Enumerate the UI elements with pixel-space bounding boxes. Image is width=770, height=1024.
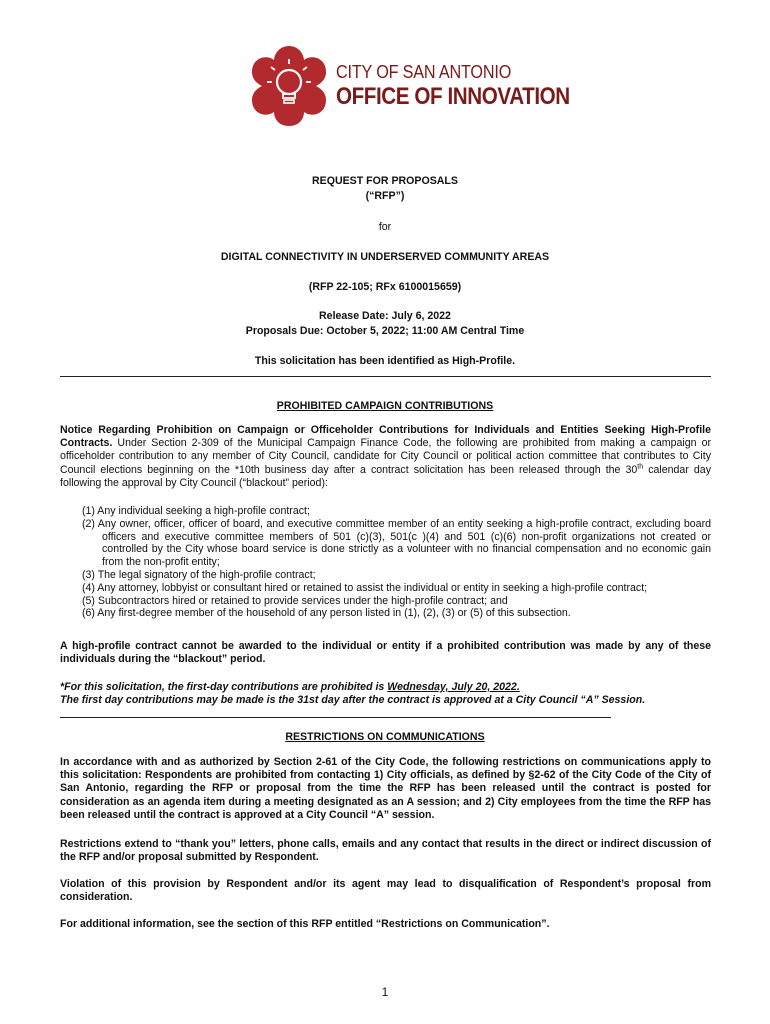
first-day-note: The first day contributions may be made is the 31st day after the contract is approved at a City Council “A” Session.: [60, 694, 646, 707]
restrictions-paragraph-2: Restrictions extend to “thank you” letters, phone calls, emails and any contact that results in the direct or indirect discussion of the RFP and/or proposal submitted by Respondent.: [60, 838, 711, 864]
list-item: (2) Any owner, officer, officer of board, and executive committee member of an entity seeking a high-profile contract, excluding board officers and executive committee members of 501 (c)(3), 501(c )(4) and 501 (c)(6) non-profit organizations not created or controlled by the City whose board service is done strictly as a volunteer with no financial compensation and no economic gain from the non-profit entity;: [82, 517, 711, 569]
list-item: (1) Any individual seeking a high-profile contract;: [82, 505, 310, 517]
page-number: 1: [381, 985, 389, 999]
rfp-number: (RFP 22-105; RFx 6100015659): [308, 281, 462, 293]
divider: [60, 376, 711, 377]
list-item: (5) Subcontractors hired or retained to provide services under the high-profile contract; and: [82, 594, 508, 607]
notice-bold: Notice Regarding Prohibition on Campaign or Officeholder Contributions for Individuals and Entities Seeking High-Profile Contracts.: [60, 424, 711, 450]
list-item: (3) The legal signatory of the high-profile contract;: [82, 568, 316, 581]
title-line1: REQUEST FOR PROPOSALS: [312, 175, 458, 187]
lightbulb-quatrefoil-icon: [242, 42, 337, 130]
restrictions-paragraph-1: In accordance with and as authorized by Section 2-61 of the City Code, the following restrictions on communications apply to this solicitation: Respondents are prohibited from contacting 1) City officials, as defined by §2-62 of the City Code of the City of San Antonio, regarding the RFP or proposal from the time the RFP has been released until the contract is posted for consideration as an agenda item during a meeting designated as an A session; and 2) City employees from the time the RFP has been released until the contract is approved at a City Council “A” session.: [60, 756, 711, 821]
logo-line2: OFFICE OF INNOVATION: [336, 83, 570, 110]
notice-paragraph: [60, 424, 711, 490]
first-day-date: Wednesday, July 20, 2022.: [387, 681, 520, 693]
first-day-pre: *For this solicitation, the first-day contributions are prohibited is: [60, 681, 388, 693]
for-text: for: [378, 221, 392, 233]
notice-sup: th: [637, 463, 644, 471]
logo-line1: CITY OF SAN ANTONIO: [336, 62, 512, 82]
proposals-due: Proposals Due: October 5, 2022; 11:00 AM Central Time: [245, 325, 525, 337]
restrictions-paragraph-4: For additional information, see the section of this RFP entitled “Restrictions on Communication”.: [60, 918, 550, 930]
title-line2: (“RFP”): [365, 190, 405, 202]
prohibited-heading: PROHIBITED CAMPAIGN CONTRIBUTIONS: [276, 400, 494, 412]
blackout-warning: A high-profile contract cannot be awarded to the individual or entity if a prohibited contribution was made by any of these individuals during the “blackout” period.: [60, 640, 711, 666]
notice-text: Under Section 2-309 of the Municipal Campaign Finance Code, the following are prohibited from making a campaign or officeholder contribution to any member of City Council, candidate for City Council or political action committee that contributes to City Council elections beginning on the *10th business day after a contract solicitation has been released through the 30: [60, 437, 711, 476]
prohibited-list: [82, 505, 711, 620]
first-day-notice: [60, 681, 711, 707]
notice-end: calendar day following the approval by City Council (“blackout” period):: [60, 463, 711, 489]
restrictions-paragraph-3: Violation of this provision by Respondent and/or its agent may lead to disqualification of Respondent’s proposal from consideration.: [60, 878, 711, 904]
high-profile-notice: This solicitation has been identified as High-Profile.: [254, 355, 516, 367]
project-title: DIGITAL CONNECTIVITY IN UNDERSERVED COMMUNITY AREAS: [220, 251, 550, 263]
release-date: Release Date: July 6, 2022: [319, 310, 451, 322]
restrictions-heading: RESTRICTIONS ON COMMUNICATIONS: [285, 731, 485, 743]
divider: [60, 717, 611, 718]
list-item: (4) Any attorney, lobbyist or consultant hired or retained to assist the individual or entity in seeking a high-profile contract;: [82, 581, 648, 594]
list-item: (6) Any first-degree member of the household of any person listed in (1), (2), (3) or (5) of this subsection.: [82, 607, 571, 620]
